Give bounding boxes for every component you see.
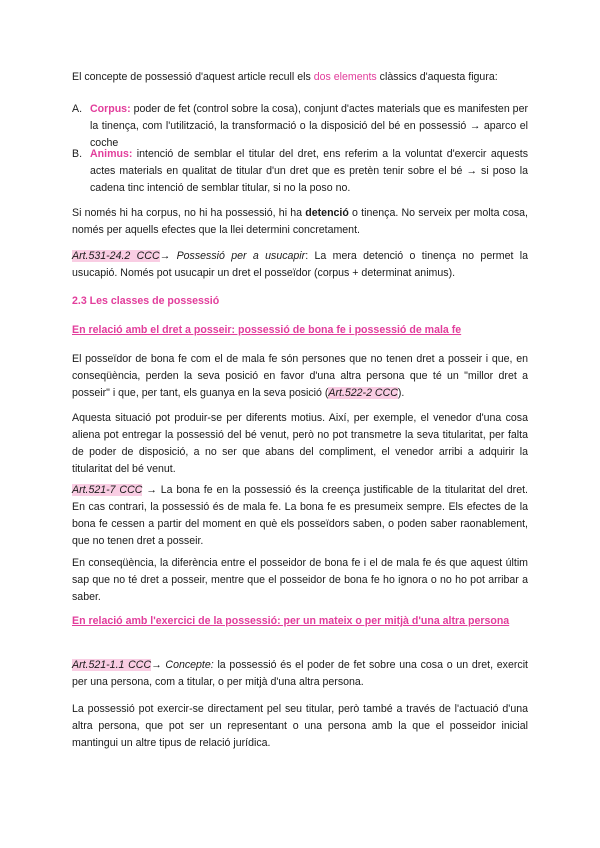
article-text: la possessió és el poder de fet sobre una cosa o un dret, exercit per una persona, com a titular, o per mitjà d'una altra persona. bbox=[72, 659, 528, 688]
article-text: : La mera detenció o tinença no permet la usucapió. Només pot usucapir un dret el posseïdor (corpus + determinat animus). bbox=[72, 250, 529, 279]
intro-paragraph bbox=[72, 69, 528, 86]
article-label: Concepte: bbox=[165, 659, 214, 671]
situacio-paragraph: Aquesta situació pot produir-se per diferents motius. Així, per exemple, el venedor d'una cosa aliena pot entregar la possessió del bé venut, però no pot transmetre la seva titularitat, per falta de poder de disposició, a no ser que abans del compliment, el venedor arribi a adquirir la titularitat del bé venut. bbox=[72, 412, 528, 475]
corpus-paragraph bbox=[72, 205, 528, 239]
art521-7-paragraph bbox=[72, 482, 528, 550]
list-term: Corpus: bbox=[90, 103, 131, 115]
intro-highlight: dos elements bbox=[313, 71, 377, 83]
corpus-text: Si només hi ha corpus, no hi ha possessió, hi ha bbox=[72, 207, 306, 219]
article-reference: Art.521-7 CCC bbox=[72, 484, 143, 496]
art531-paragraph bbox=[72, 248, 528, 282]
list-marker: A. bbox=[72, 103, 83, 115]
list-text: poder de fet (control sobre la cosa), conjunt d'actes materials que es manifesten per la tinença, com l'utilització, la transformació o la disposició del bé en possessió → aparco el coche bbox=[90, 103, 528, 149]
corpus-bold-term: detenció bbox=[305, 207, 349, 219]
section-heading: 2.3 Les classes de possessió bbox=[72, 295, 220, 307]
article-reference: Art.521-1.1 CCC bbox=[72, 659, 152, 671]
article-label: Possessió per a usucapir bbox=[176, 250, 306, 262]
bona-fe-text-end: ). bbox=[397, 387, 405, 399]
list-marker: B. bbox=[72, 148, 83, 160]
article-reference: Art.522-2 CCC bbox=[328, 387, 398, 399]
list-term: Animus: bbox=[90, 148, 133, 160]
list-item-corpus bbox=[72, 101, 528, 152]
intro-text: El concepte de possessió d'aquest article recull els bbox=[72, 71, 314, 83]
exercir-paragraph: La possessió pot exercir-se directament pel seu titular, però també a través de l'actuació d'una altra persona, que pot ser un representant o una persona amb la que el posseidor inicial mantingui un altre tipus de relació jurídica. bbox=[72, 703, 528, 749]
bona-fe-paragraph bbox=[72, 351, 528, 402]
consequencia-paragraph: En conseqüència, la diferència entre el posseidor de bona fe i el de mala fe és que aquest últim sap que no té dret a posseir, mentre que el posseidor de bona fe ho ignora o no ho pot arribar a saber. bbox=[72, 557, 528, 603]
subheading-bona-fe: En relació amb el dret a posseir: possessió de bona fe i possessió de mala fe bbox=[72, 324, 462, 336]
corpus-text-end: o tinença. No serveix per molta cosa, només per aquells efectes que la llei determini concretament. bbox=[72, 207, 528, 236]
list-item-animus bbox=[72, 146, 528, 197]
article-reference: Art.531-24.2 CCC bbox=[72, 250, 160, 262]
arrow: → bbox=[151, 659, 166, 671]
bona-fe-text: El posseïdor de bona fe com el de mala fe són persones que no tenen dret a posseir i que, en conseqüència, perden la seva posició en favor d'una altra persona que té un "millor dret a posseir" i que, per tant, els guanya en la seva posició ( bbox=[72, 353, 528, 399]
art521-1-paragraph bbox=[72, 657, 528, 691]
intro-text-end: clàssics d'aquesta figura: bbox=[376, 71, 498, 83]
list-text: intenció de semblar el titular del dret, ens referim a la voluntat d'exercir aquests actes materials en qualitat de titular d'un dret que es pretèn tenir sobre el bé → si poso la cadena tinc intenció de semblar titular, si no la poso no. bbox=[90, 148, 528, 194]
arrow: → bbox=[159, 250, 177, 262]
article-text: → La bona fe en la possessió és la creença justificable de la titularitat del dret. En cas contrari, la possessió és de mala fe. La bona fe es presumeix sempre. Els efectes de la bona fe cessen a partir del moment en què els posseïdors saben, o poden saber raonablement, que no tenen dret a posseir. bbox=[72, 484, 528, 547]
subheading-exercici: En relació amb l'exercici de la possessió: per un mateix o per mitjà d'una altra persona bbox=[72, 615, 510, 627]
